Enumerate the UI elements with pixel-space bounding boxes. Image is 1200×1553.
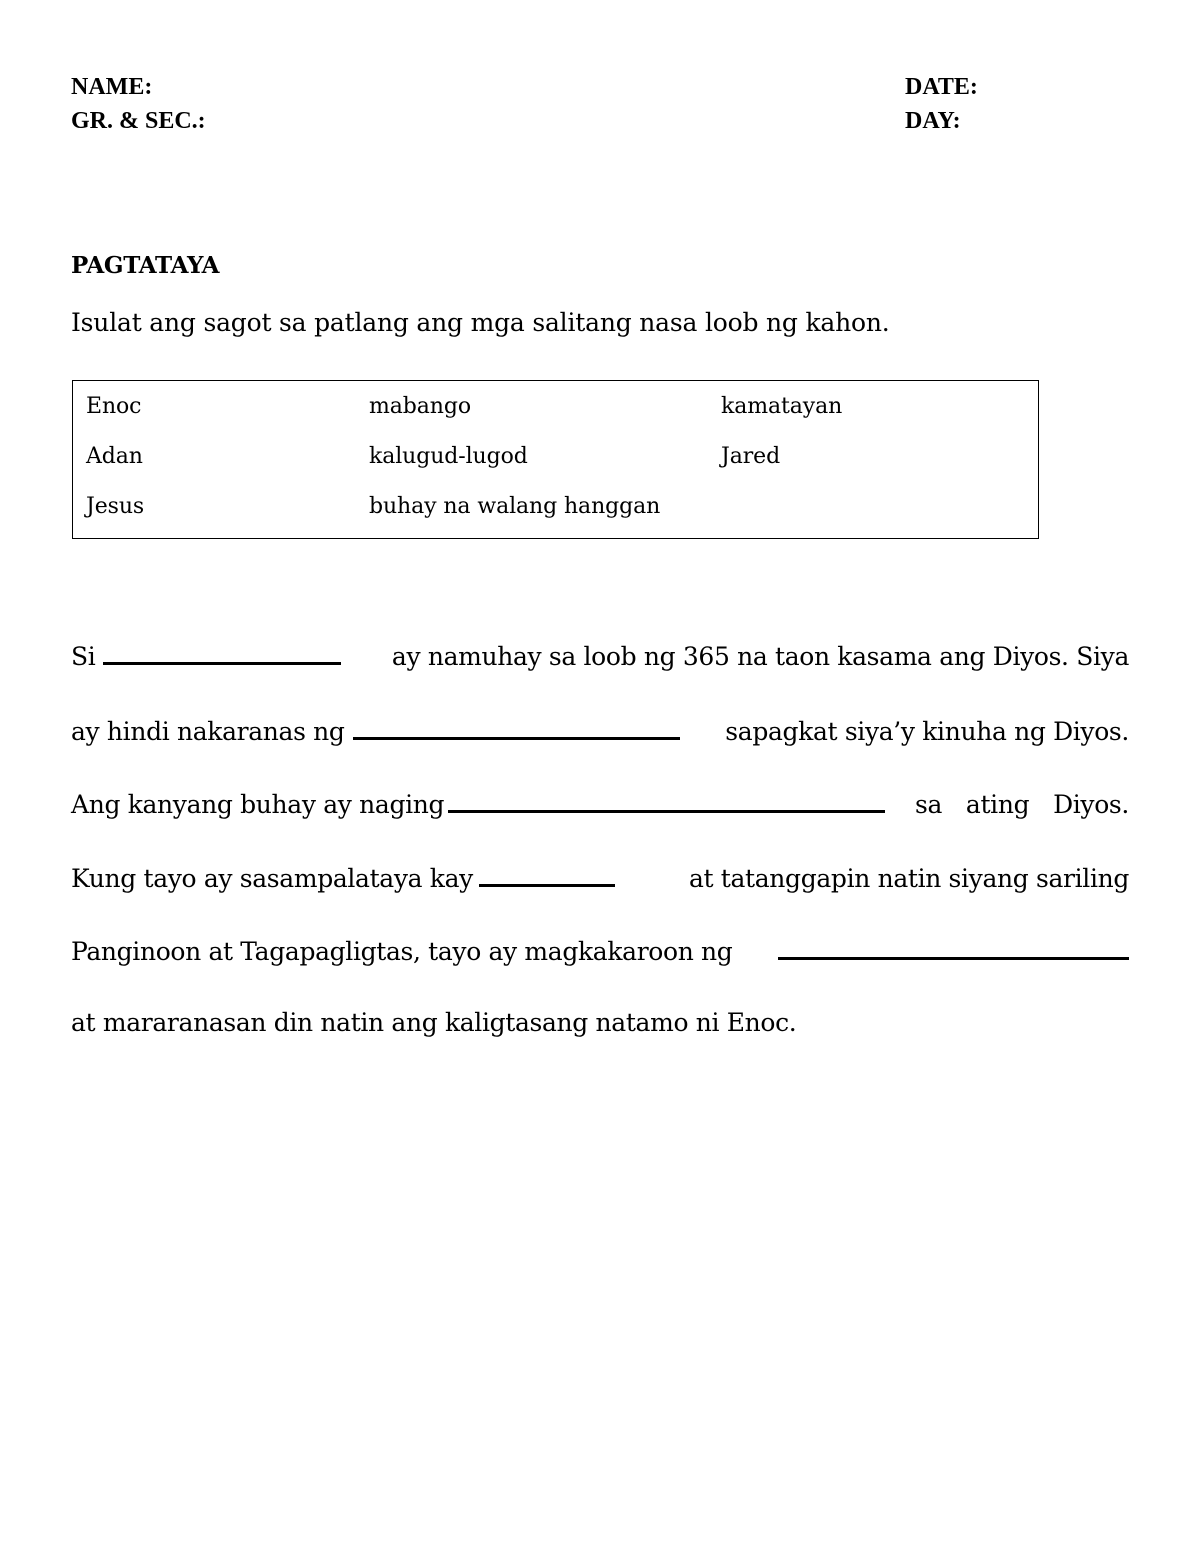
passage-line-4: [71, 858, 1129, 897]
passage-line-3: [71, 784, 1129, 823]
passage-text: ay hindi nakaranas ng: [71, 717, 345, 746]
answer-blank-5[interactable]: [778, 931, 1129, 960]
passage-text: at tatanggapin natin siyang sariling: [688, 864, 1129, 893]
word-choice: Adan: [86, 444, 143, 469]
passage-text: Diyos.: [1053, 790, 1129, 819]
answer-blank-4[interactable]: [479, 858, 615, 887]
passage-text: Kung tayo ay sasampalataya kay: [71, 864, 473, 893]
passage-line-6: [71, 1005, 1129, 1041]
word-choice: buhay na walang hanggan: [369, 494, 661, 519]
word-choice: Enoc: [86, 394, 142, 419]
passage-line-5: [71, 931, 1129, 970]
passage-text: Panginoon at Tagapagligtas, tayo ay magkakaroon ng: [71, 937, 733, 966]
passage-text: ay namuhay sa loob ng 365 na taon kasama ang Diyos. Siya: [391, 642, 1129, 671]
word-choice: Jared: [721, 444, 781, 469]
word-choice: kamatayan: [721, 394, 843, 419]
header-left: [71, 70, 206, 138]
passage-text: ating: [965, 790, 1030, 819]
passage-text: at mararanasan din natin ang kaligtasang natamo ni Enoc.: [71, 1008, 797, 1037]
instruction-text: Isulat ang sagot sa patlang ang mga salitang nasa loob ng kahon.: [71, 308, 890, 337]
passage-line-1: [71, 636, 1129, 675]
passage-text: sapagkat siya’y kinuha ng Diyos.: [725, 717, 1129, 746]
answer-blank-1[interactable]: [103, 636, 341, 665]
passage-line-2: [71, 711, 1129, 750]
day-label: DAY:: [905, 108, 961, 134]
word-choice: mabango: [369, 394, 471, 419]
assessment-title: PAGTATAYA: [71, 252, 220, 279]
word-box: [72, 380, 1039, 539]
passage-text: Si: [71, 642, 96, 671]
word-choice: kalugud-lugod: [369, 444, 528, 469]
passage-text: Ang kanyang buhay ay naging: [71, 790, 445, 819]
passage-text: sa: [915, 790, 943, 819]
header-right: [905, 70, 978, 138]
word-choice: Jesus: [86, 494, 145, 519]
answer-blank-3[interactable]: [448, 784, 885, 813]
answer-blank-2[interactable]: [353, 711, 680, 740]
date-label: DATE:: [905, 74, 978, 100]
name-label: NAME:: [71, 74, 153, 100]
grade-section-label: GR. & SEC.:: [71, 108, 206, 134]
